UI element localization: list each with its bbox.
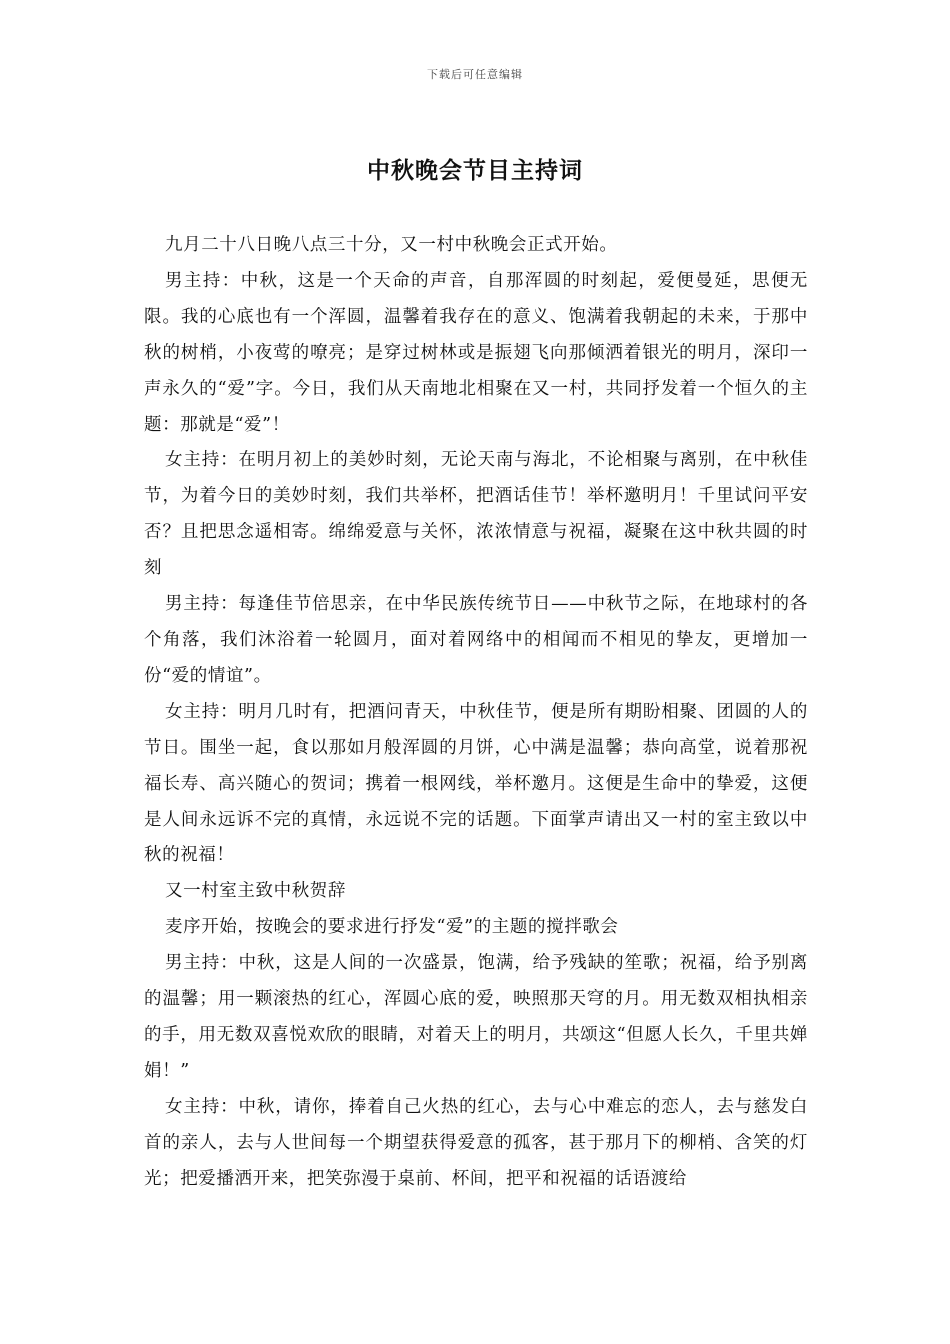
paragraph-male-host-3: 男主持：中秋，这是人间的一次盛景，饱满，给予残缺的笙歌；祝福，给予别离的温馨；用一颗滚热的红心，浑圆心底的爱，映照那天穹的月。用无数双相执相亲的手，用无数双喜悦欢欣的眼睛，对着天上的明月，共颂这“但愿人长久，千里共婵娟！”: [144, 953, 808, 1081]
paragraph-female-host-2: 女主持：明月几时有，把酒问青天，中秋佳节，便是所有期盼相聚、团圆的人的节日。围坐一起，食以那如月般浑圆的月饼，心中满是温馨；恭向高堂，说着那祝福长寿、高兴随心的贺词；携着一根网线，举杯邀月。这便是生命中的挚爱，这便是人间永远诉不完的真情，永远说不完的话题。下面掌声请出又一村的室主致以中秋的祝福！: [144, 701, 808, 866]
document-body: [144, 228, 808, 1197]
paragraph-female-host-3: 女主持：中秋，请你，捧着自己火热的红心，去与心中难忘的恋人，去与慈发白首的亲人，去与人世间每一个期望获得爱意的孤客，甚于那月下的柳梢、含笑的灯光；把爱播洒开来，把笑弥漫于桌前、杯间，把平和祝福的话语渡给: [144, 1096, 808, 1189]
paragraph-male-host-2: 男主持：每逢佳节倍思亲，在中华民族传统节日——中秋节之际，在地球村的各个角落，我们沐浴着一轮圆月，面对着网络中的相闻而不相见的挚友，更增加一份“爱的情谊”。: [144, 594, 808, 686]
paragraph-opening: 九月二十八日晚八点三十分，又一村中秋晚会正式开始。: [165, 235, 618, 255]
paragraph-song-session: 麦序开始，按晚会的要求进行抒发“爱”的主题的搅拌歌会: [165, 917, 619, 938]
paragraph-female-host-1: 女主持：在明月初上的美妙时刻，无论天南与海北，不论相聚与离别，在中秋佳节，为着今日的美妙时刻，我们共举杯，把酒话佳节！举杯邀明月！千里试问平安否？且把思念遥相寄。绵绵爱意与关怀，浓浓情意与祝福，凝聚在这中秋共圆的时刻: [144, 450, 808, 579]
paragraph-male-host-1: 男主持：中秋，这是一个天命的声音，自那浑圆的时刻起，爱便曼延，思便无限。我的心底也有一个浑圆，温馨着我存在的意义、饱满着我朝起的未来，于那中秋的树梢，小夜莺的嘹亮；是穿过树林或是振翅飞向那倾洒着银光的明月，深印一声永久的“爱”字。今日，我们从天南地北相聚在又一村，共同抒发着一个恒久的主题：那就是“爱”！: [144, 270, 808, 435]
document-title: 中秋晚会节目主持词: [367, 157, 583, 184]
paragraph-host-speech: 又一村室主致中秋贺辞: [165, 881, 346, 902]
header-note: 下载后可任意编辑: [427, 68, 523, 81]
